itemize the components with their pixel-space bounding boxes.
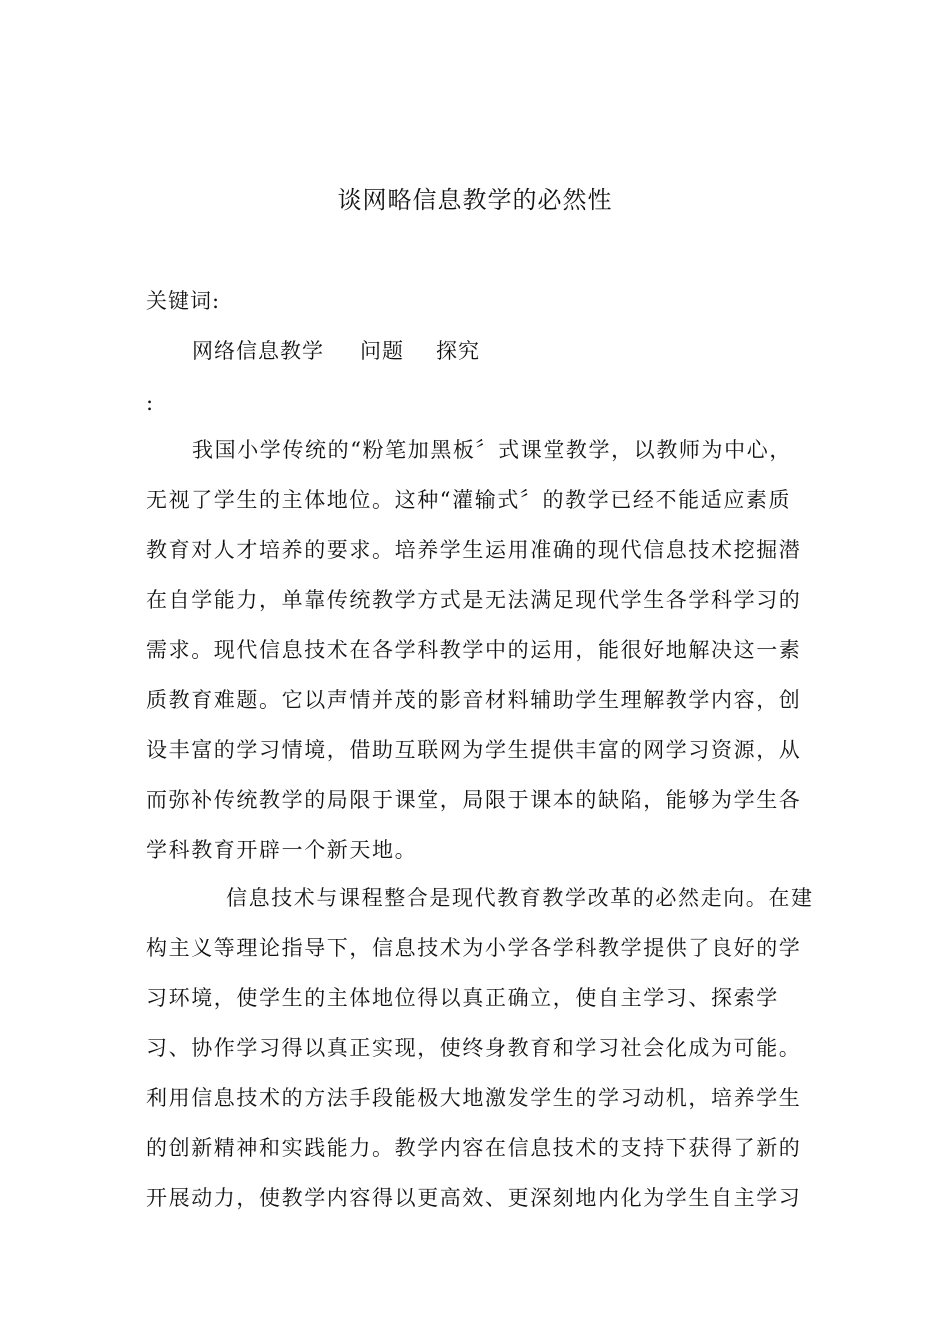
paragraph-line: 学科教育开辟一个新天地。 <box>146 838 418 862</box>
paragraph-1 <box>146 425 816 875</box>
paragraph-line: 而弥补传统教学的局限于课堂，局限于课本的缺陷，能够为学生各 <box>146 788 802 812</box>
paragraph-line: 利用信息技术的方法手段能极大地激发学生的学习动机，培养学生 <box>146 1086 802 1110</box>
keywords-list <box>192 334 480 368</box>
paragraph-line: 在自学能力，单靠传统教学方式是无法满足现代学生各学科学习的 <box>146 588 802 612</box>
paragraph-2 <box>146 873 816 1223</box>
keyword-item: 探究 <box>436 339 480 363</box>
abstract-label: : <box>146 391 154 415</box>
paragraph-line: 质教育难题。它以声情并茂的影音材料辅助学生理解教学内容，创 <box>146 688 802 712</box>
document-title: 谈网略信息教学的必然性 <box>337 186 613 214</box>
keyword-item: 问题 <box>360 339 404 363</box>
paragraph-line: 教育对人才培养的要求。培养学生运用准确的现代信息技术挖掘潜 <box>146 538 802 562</box>
paragraph-line: 的创新精神和实践能力。教学内容在信息技术的支持下获得了新的 <box>146 1136 802 1160</box>
paragraph-line: 无视了学生的主体地位。这种“灌输式〞的教学已经不能适应素质 <box>146 488 792 512</box>
paragraph-line: 构主义等理论指导下，信息技术为小学各学科教学提供了良好的学 <box>146 936 802 960</box>
paragraph-line: 习环境，使学生的主体地位得以真正确立，使自主学习、探索学 <box>146 986 779 1010</box>
paragraph-line: 我国小学传统的“粉笔加黑板〞式课堂教学，以教师为中心， <box>192 438 792 462</box>
paragraph-line: 习、协作学习得以真正实现，使终身教育和学习社会化成为可能。 <box>146 1036 802 1060</box>
keywords-label: 关键词: <box>146 289 221 313</box>
paragraph-line: 开展动力，使教学内容得以更高效、更深刻地内化为学生自主学习 <box>146 1186 802 1210</box>
paragraph-line: 设丰富的学习情境，借助互联网为学生提供丰富的网学习资源，从 <box>146 738 802 762</box>
keyword-item: 网络信息教学 <box>192 339 324 363</box>
paragraph-line: 需求。现代信息技术在各学科教学中的运用，能很好地解决这一素 <box>146 638 802 662</box>
paragraph-line: 信息技术与课程整合是现代教育教学改革的必然走向。在建 <box>226 886 814 910</box>
